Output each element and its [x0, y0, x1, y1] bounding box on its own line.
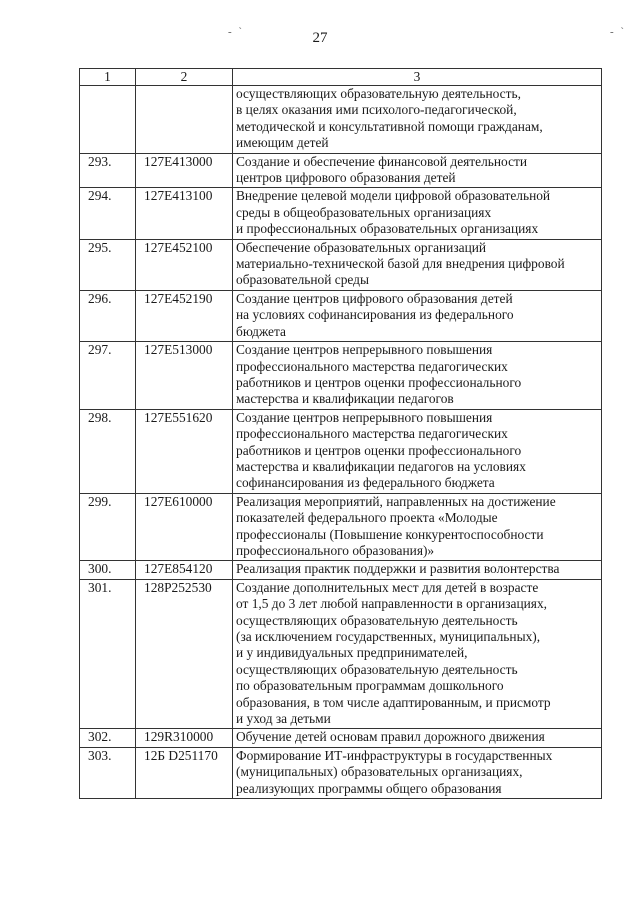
row-number-cell: 295. — [80, 239, 136, 290]
column-header-1: 1 — [80, 69, 136, 86]
row-number-cell: 297. — [80, 342, 136, 410]
row-number-cell: 296. — [80, 290, 136, 341]
description-cell — [233, 409, 602, 493]
description-cell — [233, 290, 602, 341]
description-line: осуществляющих образовательную деятельность, — [236, 86, 521, 101]
row-number-cell: 300. — [80, 561, 136, 579]
row-number-cell: 294. — [80, 188, 136, 239]
description-line: Реализация мероприятий, направленных на достижение — [236, 493, 556, 509]
row-number-cell: 298. — [80, 409, 136, 493]
table-row — [80, 290, 602, 341]
row-number-cell — [80, 86, 136, 154]
description-line: имеющим детей — [236, 135, 329, 151]
budget-codes-table — [79, 68, 602, 799]
description-line: Создание дополнительных мест для детей в возрасте — [236, 579, 539, 595]
table-row — [80, 579, 602, 729]
budget-code-cell: 129R310000 — [136, 729, 233, 747]
scan-mark-left: - ` — [228, 26, 245, 38]
table-row — [80, 729, 602, 747]
description-line: профессионалы (Повышение конкурентоспособности — [236, 526, 544, 542]
column-header-3: 3 — [233, 69, 602, 86]
description-line: бюджета — [236, 323, 286, 339]
table-body — [80, 86, 602, 799]
description-line: Обучение детей основам правил дорожного движения — [236, 729, 545, 745]
budget-code-cell — [136, 86, 233, 154]
description-line: методической и консультативной помощи гражданам, — [236, 118, 543, 134]
description-line: среды в общеобразовательных организациях — [236, 204, 492, 220]
description-line: мастерства и квалификации педагогов на условиях — [236, 458, 526, 474]
description-cell — [233, 153, 602, 188]
description-line: показателей федерального проекта «Молодые — [236, 510, 498, 526]
table-row — [80, 188, 602, 239]
table-row — [80, 409, 602, 493]
description-cell — [233, 239, 602, 290]
description-line: образования, в том числе адаптированным, и присмотр — [236, 694, 551, 710]
budget-code-cell: 127E610000 — [136, 493, 233, 561]
scan-mark-right: - ` — [610, 26, 627, 38]
description-line: мастерства и квалификации педагогов — [236, 391, 454, 407]
description-line: Создание центров непрерывного повышения — [236, 342, 493, 358]
description-line: на условиях софинансирования из федерального — [236, 307, 514, 323]
description-cell — [233, 342, 602, 410]
description-line: по образовательным программам дошкольного — [236, 678, 504, 694]
page-number: 27 — [312, 30, 328, 46]
description-line: профессионального мастерства педагогических — [236, 426, 508, 442]
description-line: и профессиональных образовательных организациях — [236, 221, 539, 237]
description-line: и уход за детьми — [236, 711, 331, 727]
budget-code-cell: 127E854120 — [136, 561, 233, 579]
table-row — [80, 342, 602, 410]
budget-code-cell: 127E513000 — [136, 342, 233, 410]
budget-code-cell: 127E452190 — [136, 290, 233, 341]
description-line: (за исключением государственных, муниципальных), — [236, 629, 541, 644]
budget-code-cell: 127E452100 — [136, 239, 233, 290]
description-cell — [233, 86, 602, 154]
table-row — [80, 153, 602, 188]
description-line: реализующих программы общего образования — [236, 780, 502, 796]
description-cell — [233, 561, 602, 579]
description-line: от 1,5 до 3 лет любой направленности в организациях, — [236, 596, 548, 612]
budget-code-cell: 12Б D251170 — [136, 747, 233, 798]
description-line: и у индивидуальных предпринимателей, — [236, 645, 468, 661]
description-line: работников и центров оценки профессионального — [236, 374, 522, 390]
row-number-cell: 303. — [80, 747, 136, 798]
budget-code-cell: 127E413000 — [136, 153, 233, 188]
row-number-cell: 293. — [80, 153, 136, 188]
description-line: софинансирования из федерального бюджета — [236, 475, 495, 491]
description-line: Формирование ИТ-инфраструктуры в государственных — [236, 747, 553, 763]
description-line: профессионального мастерства педагогических — [236, 358, 508, 374]
description-cell — [233, 579, 602, 729]
table-row — [80, 747, 602, 798]
table-header-row — [80, 69, 602, 86]
description-line: Создание и обеспечение финансовой деятельности — [236, 153, 528, 169]
description-line: Создание центров непрерывного повышения — [236, 409, 493, 425]
description-line: Обеспечение образовательных организаций — [236, 239, 487, 255]
budget-code-cell: 128P252530 — [136, 579, 233, 729]
row-number-cell: 302. — [80, 729, 136, 747]
description-line: Создание центров цифрового образования детей — [236, 290, 513, 306]
column-header-2: 2 — [136, 69, 233, 86]
budget-code-cell: 127E551620 — [136, 409, 233, 493]
description-cell — [233, 747, 602, 798]
description-line: (муниципальных) образовательных организациях, — [236, 764, 523, 780]
description-cell — [233, 493, 602, 561]
description-line: Реализация практик поддержки и развития волонтерства — [236, 561, 560, 577]
table-row — [80, 239, 602, 290]
budget-code-cell: 127E413100 — [136, 188, 233, 239]
description-line: осуществляющих образовательную деятельность — [236, 661, 518, 677]
description-line: образовательной среды — [236, 272, 369, 288]
row-number-cell: 299. — [80, 493, 136, 561]
description-line: Внедрение целевой модели цифровой образовательной — [236, 188, 551, 204]
description-line: материально-технической базой для внедрения цифровой — [236, 256, 565, 272]
table-row — [80, 86, 602, 154]
description-cell — [233, 729, 602, 747]
description-line: работников и центров оценки профессионального — [236, 442, 522, 458]
table-row — [80, 561, 602, 579]
description-cell — [233, 188, 602, 239]
description-line: профессионального образования)» — [236, 542, 435, 558]
description-line: в целях оказания ими психолого-педагогической, — [236, 102, 517, 118]
description-line: центров цифрового образования детей — [236, 170, 456, 186]
row-number-cell: 301. — [80, 579, 136, 729]
description-line: осуществляющих образовательную деятельность — [236, 612, 518, 628]
table-row — [80, 493, 602, 561]
